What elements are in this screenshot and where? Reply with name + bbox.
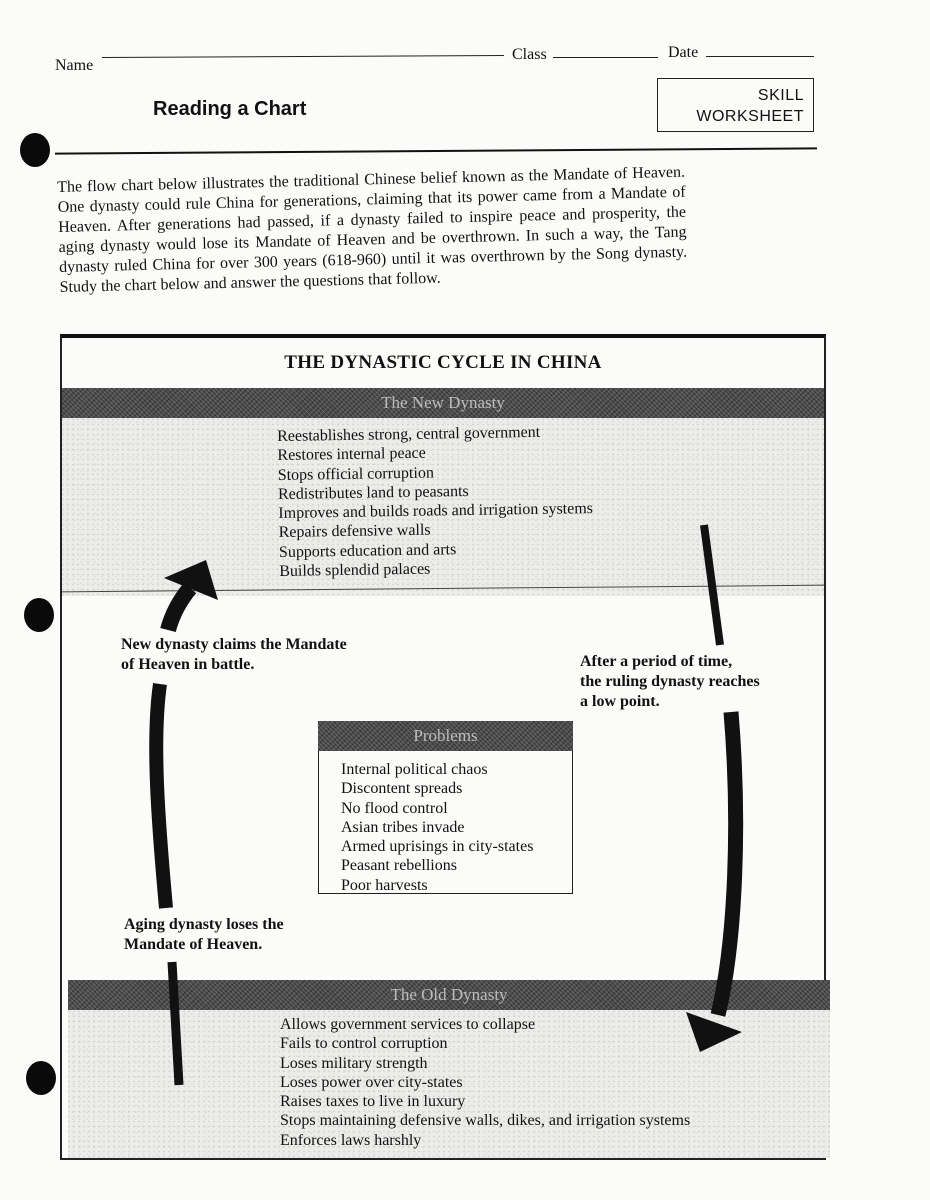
intro-paragraph: The flow chart below illustrates the traditional Chinese belief known as the Mandate of Heaven. One dynasty could rule China for generations, claiming that its power came from a Mandate of Heaven. After generations had passed, if a dynasty failed to inspire peace and prosperity, the aging dynasty would lose its Mandate of Heaven and be overthrown. In such a way, the Tang dynasty ruled China for over 300 years (618-960) until it was overthrown by the Song dynasty. Study the chart below and answer the questions that follow. bbox=[57, 163, 688, 296]
new-dynasty-header: The New Dynasty bbox=[62, 388, 824, 418]
list-item: Allows government services to collapse bbox=[280, 1016, 536, 1033]
old-dynasty-header: The Old Dynasty bbox=[68, 980, 830, 1010]
list-item: Stops maintaining defensive walls, dikes, and irrigation systems bbox=[280, 1112, 691, 1130]
caption-claims-mandate: New dynasty claims the Mandate of Heaven in battle. bbox=[121, 636, 347, 673]
chart-title: THE DYNASTIC CYCLE IN CHINA bbox=[284, 352, 602, 373]
list-item: No flood control bbox=[341, 799, 448, 817]
list-item: Peasant rebellions bbox=[341, 857, 457, 875]
list-item: Asian tribes invade bbox=[341, 818, 465, 836]
caption-low-point: After a period of time, the ruling dynasty reaches a low point. bbox=[580, 653, 760, 710]
problems-header: Problems bbox=[318, 721, 573, 751]
name-label: Name bbox=[55, 57, 94, 74]
list-item: Reestablishes strong, central government bbox=[277, 423, 541, 445]
down-arrowhead-icon bbox=[686, 1012, 742, 1052]
list-item: Internal political chaos bbox=[341, 761, 488, 778]
list-item: Raises taxes to live in luxury bbox=[280, 1093, 466, 1111]
page-title: Reading a Chart bbox=[153, 98, 307, 120]
up-arrow-shaft-lower bbox=[172, 962, 179, 1085]
down-arrow-shaft-lower bbox=[718, 712, 736, 1015]
down-arrow-shaft-upper bbox=[704, 525, 720, 645]
list-item: Redistributes land to peasants bbox=[277, 482, 469, 503]
list-item: Improves and builds roads and irrigation systems bbox=[278, 500, 594, 523]
list-item: Poor harvests bbox=[341, 876, 428, 894]
list-item: Fails to control corruption bbox=[280, 1035, 448, 1053]
list-item: Enforces laws harshly bbox=[280, 1131, 422, 1149]
caption-loses-mandate: Aging dynasty loses the Mandate of Heaven. bbox=[124, 916, 284, 953]
list-item: Restores internal peace bbox=[277, 444, 426, 465]
list-item: Builds splendid palaces bbox=[279, 560, 431, 581]
badge-line-2: WORKSHEET bbox=[696, 108, 804, 125]
list-item: Loses military strength bbox=[280, 1054, 428, 1072]
up-arrow-shaft-upper bbox=[168, 588, 190, 630]
up-arrow-shaft-middle bbox=[156, 684, 166, 908]
list-item: Discontent spreads bbox=[341, 780, 463, 798]
list-item: Loses power over city-states bbox=[280, 1073, 463, 1091]
date-label: Date bbox=[668, 44, 699, 61]
badge-line-1: SKILL bbox=[757, 87, 804, 104]
class-label: Class bbox=[512, 46, 547, 63]
list-item: Armed uprisings in city-states bbox=[341, 838, 534, 856]
list-item: Repairs defensive walls bbox=[278, 522, 431, 542]
list-item: Stops official corruption bbox=[277, 464, 434, 484]
list-item: Supports education and arts bbox=[278, 540, 457, 561]
